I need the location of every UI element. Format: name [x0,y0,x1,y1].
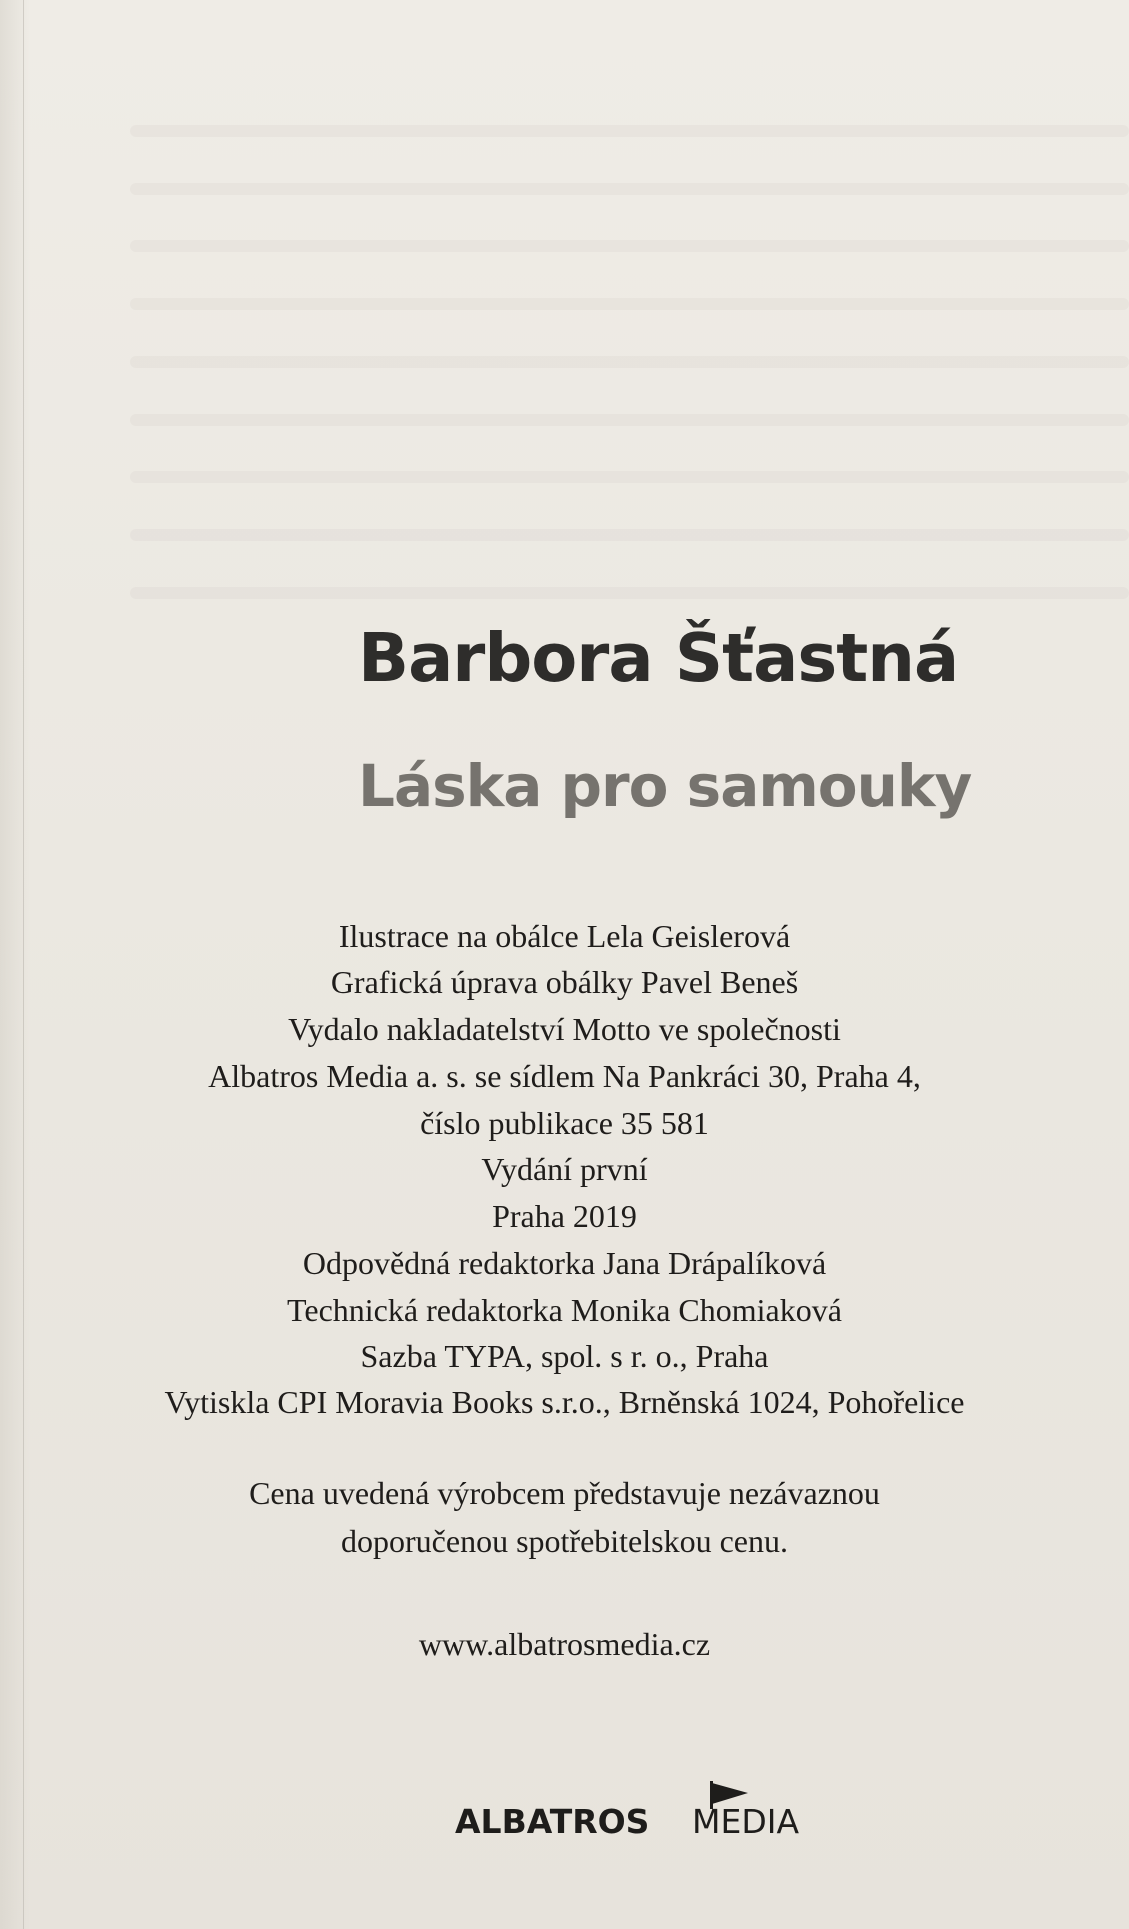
bleed-through-text [130,125,1129,137]
imprint-line-technical-editor: Technická redaktorka Monika Chomiaková [287,1292,842,1328]
logo-word-albatros: ALBATROS [455,1802,650,1841]
price-note-line: doporučenou spotřebitelskou cenu. [341,1523,788,1559]
bleed-through-text [130,356,1129,368]
imprint-line-cover-design: Grafická úprava obálky Pavel Beneš [330,964,799,1000]
imprint-line-edition: Vydání první [481,1151,648,1187]
publisher-logo [455,1774,875,1841]
imprint-line-place-year: Praha 2019 [492,1198,637,1234]
bleed-through-text [130,587,1129,599]
bleed-through-text [130,529,1129,541]
imprint-line-publication-number: číslo publikace 35 581 [420,1105,709,1141]
website-text: www.albatrosmedia.cz [418,1626,711,1662]
flag-icon [712,1783,748,1804]
imprint-line-printer: Vytiskla CPI Moravia Books s.r.o., Brněnská 1024, Pohořelice [164,1384,965,1420]
logo-word-media: MEDIA [692,1802,800,1841]
bleed-through-text [130,471,1129,483]
imprint-line-illustration: Ilustrace na obálce Lela Geislerová [338,918,791,954]
bleed-through-text [130,298,1129,310]
book-title: Láska pro samouky [358,752,972,820]
imprint-line-editor: Odpovědná redaktorka Jana Drápalíková [302,1245,827,1281]
imprint-line-typesetting: Sazba TYPA, spol. s r. o., Praha [360,1338,769,1374]
author-name: Barbora Šťastná [358,619,959,697]
bleed-through-text [130,414,1129,426]
price-note-line: Cena uvedená výrobcem představuje nezávaznou [249,1475,880,1511]
bleed-through-text [130,240,1129,252]
imprint-line-publisher-address: Albatros Media a. s. se sídlem Na Pankráci 30, Praha 4, [208,1058,921,1094]
bleed-through-text [130,183,1129,195]
imprint-line-publisher: Vydalo nakladatelství Motto ve společnosti [288,1011,841,1047]
